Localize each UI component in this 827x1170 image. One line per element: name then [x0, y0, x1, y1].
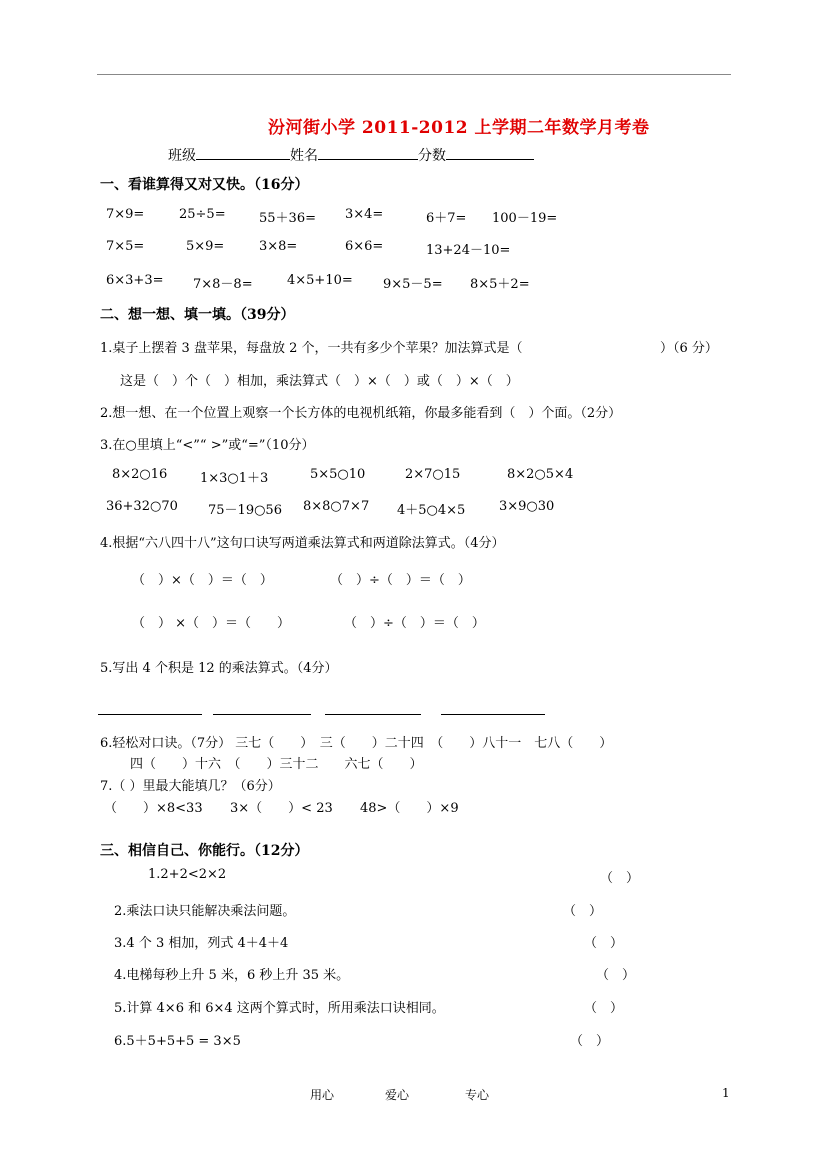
- q4: 4.根据“六八四十八”这句口诀写两道乘法算式和两道除法算式。（4分）: [100, 536, 505, 551]
- comparison: 1×3○1＋3: [200, 471, 269, 486]
- footer-motto-3: 专心: [465, 1088, 490, 1102]
- multiplication-blank: （ ）×（ ）＝（ ）: [132, 573, 273, 588]
- problem: 8×5＋2=: [470, 277, 530, 292]
- score-label: 分数: [418, 148, 446, 164]
- division-blank: （ ）÷（ ）＝（ ）: [330, 573, 471, 588]
- comparison: 8×2○5×4: [507, 467, 574, 482]
- student-info-line: [168, 145, 534, 165]
- statement: 2.乘法口诀只能解决乘法问题。: [114, 904, 296, 919]
- class-blank[interactable]: [196, 145, 290, 160]
- judge-mark[interactable]: （ ）: [570, 1034, 610, 1049]
- comparison: 75－19○56: [208, 503, 282, 518]
- problem: 25÷5=: [179, 207, 226, 222]
- statement: 3.4 个 3 相加，列式 4＋4＋4: [114, 936, 289, 951]
- q6-line1: 6.轻松对口诀。（7分） 三七（ ） 三（ ）二十四 （ ）八十一 七八（ ）: [100, 736, 613, 751]
- judge-mark[interactable]: （ ）: [584, 936, 624, 951]
- problem: 13+24－10=: [426, 243, 511, 258]
- judge-mark[interactable]: （ ）: [596, 968, 636, 983]
- statement: 1.2+2<2×2: [148, 867, 227, 882]
- comparison: 3×9○30: [499, 499, 555, 514]
- problem: 6×6=: [345, 239, 384, 254]
- problem: 6＋7=: [426, 211, 467, 226]
- problem: 5×9=: [186, 239, 225, 254]
- name-blank[interactable]: [318, 145, 418, 160]
- comparison: 2×7○15: [405, 467, 461, 482]
- answer-line[interactable]: [441, 714, 545, 715]
- score-blank[interactable]: [446, 145, 534, 160]
- name-label: 姓名: [290, 148, 318, 164]
- problem: 7×8－8=: [193, 277, 253, 292]
- judge-mark[interactable]: （ ）: [600, 871, 640, 886]
- inequality: （ ）×8<33: [104, 801, 203, 816]
- q1-end: ）（6 分）: [660, 341, 718, 356]
- inequality: 48>（ ）×9: [360, 801, 459, 816]
- problem: 100－19=: [492, 211, 558, 226]
- statement: 6.5＋5+5+5 = 3×5: [114, 1034, 241, 1049]
- comparison: 5×5○10: [310, 467, 366, 482]
- problem: 6×3+3=: [106, 273, 164, 288]
- statement: 4.电梯每秒上升 5 米，6 秒上升 35 米。: [114, 968, 350, 983]
- q3: 3.在○里填上“<”“ >”或“=”（10分）: [100, 438, 315, 453]
- judge-mark[interactable]: （ ）: [563, 904, 603, 919]
- footer-motto-2: 爱心: [385, 1088, 410, 1102]
- problem: 55＋36=: [259, 211, 316, 226]
- multiplication-blank: （ ） ×（ ）＝（ ）: [132, 616, 291, 631]
- q1-text: 1.桌子上摆着 3 盘苹果，每盘放 2 个，一共有多少个苹果？加法算式是（: [100, 341, 523, 356]
- division-blank: （ ）÷（ ）＝（ ）: [344, 616, 485, 631]
- q7: 7.（ ）里最大能填几？（6分）: [100, 779, 281, 794]
- answer-line[interactable]: [98, 714, 202, 715]
- section1-heading: 一、看谁算得又对又快。（16分）: [100, 177, 309, 193]
- problem: 7×9=: [106, 207, 145, 222]
- inequality: 3×（ ）< 23: [230, 801, 333, 816]
- q1-line2: 这是（ ）个（ ）相加，乘法算式（ ）×（ ）或（ ）×（ ）: [120, 374, 519, 389]
- header-rule: [97, 74, 731, 75]
- problem: 3×8=: [259, 239, 298, 254]
- q2: 2.想一想、在一个位置上观察一个长方体的电视机纸箱，你最多能看到（ ）个面。（2分）: [100, 406, 622, 421]
- footer-motto-1: 用心: [310, 1088, 335, 1102]
- class-label: 班级: [168, 148, 196, 164]
- page-number: 1: [722, 1086, 730, 1100]
- q5: 5.写出 4 个积是 12 的乘法算式。（4分）: [100, 661, 338, 676]
- comparison: 8×2○16: [112, 467, 168, 482]
- comparison: 4＋5○4×5: [397, 503, 466, 518]
- judge-mark[interactable]: （ ）: [584, 1001, 624, 1016]
- q6-line2: 四（ ）十六 （ ）三十二 六七（ ）: [130, 757, 423, 772]
- problem: 4×5+10=: [287, 273, 353, 288]
- answer-line[interactable]: [213, 714, 311, 715]
- section2-heading: 二、想一想、填一填。（39分）: [100, 307, 295, 323]
- comparison: 36+32○70: [106, 499, 178, 514]
- problem: 3×4=: [345, 207, 384, 222]
- statement: 5.计算 4×6 和 6×4 这两个算式时，所用乘法口诀相同。: [114, 1001, 445, 1016]
- section3-heading: 三、相信自己、你能行。（12分）: [100, 843, 309, 859]
- comparison: 8×8○7×7: [303, 499, 370, 514]
- answer-line[interactable]: [325, 714, 421, 715]
- exam-title: 汾河街小学 2011-2012 上学期二年数学月考卷: [268, 118, 650, 138]
- problem: 9×5－5=: [383, 277, 443, 292]
- problem: 7×5=: [106, 239, 145, 254]
